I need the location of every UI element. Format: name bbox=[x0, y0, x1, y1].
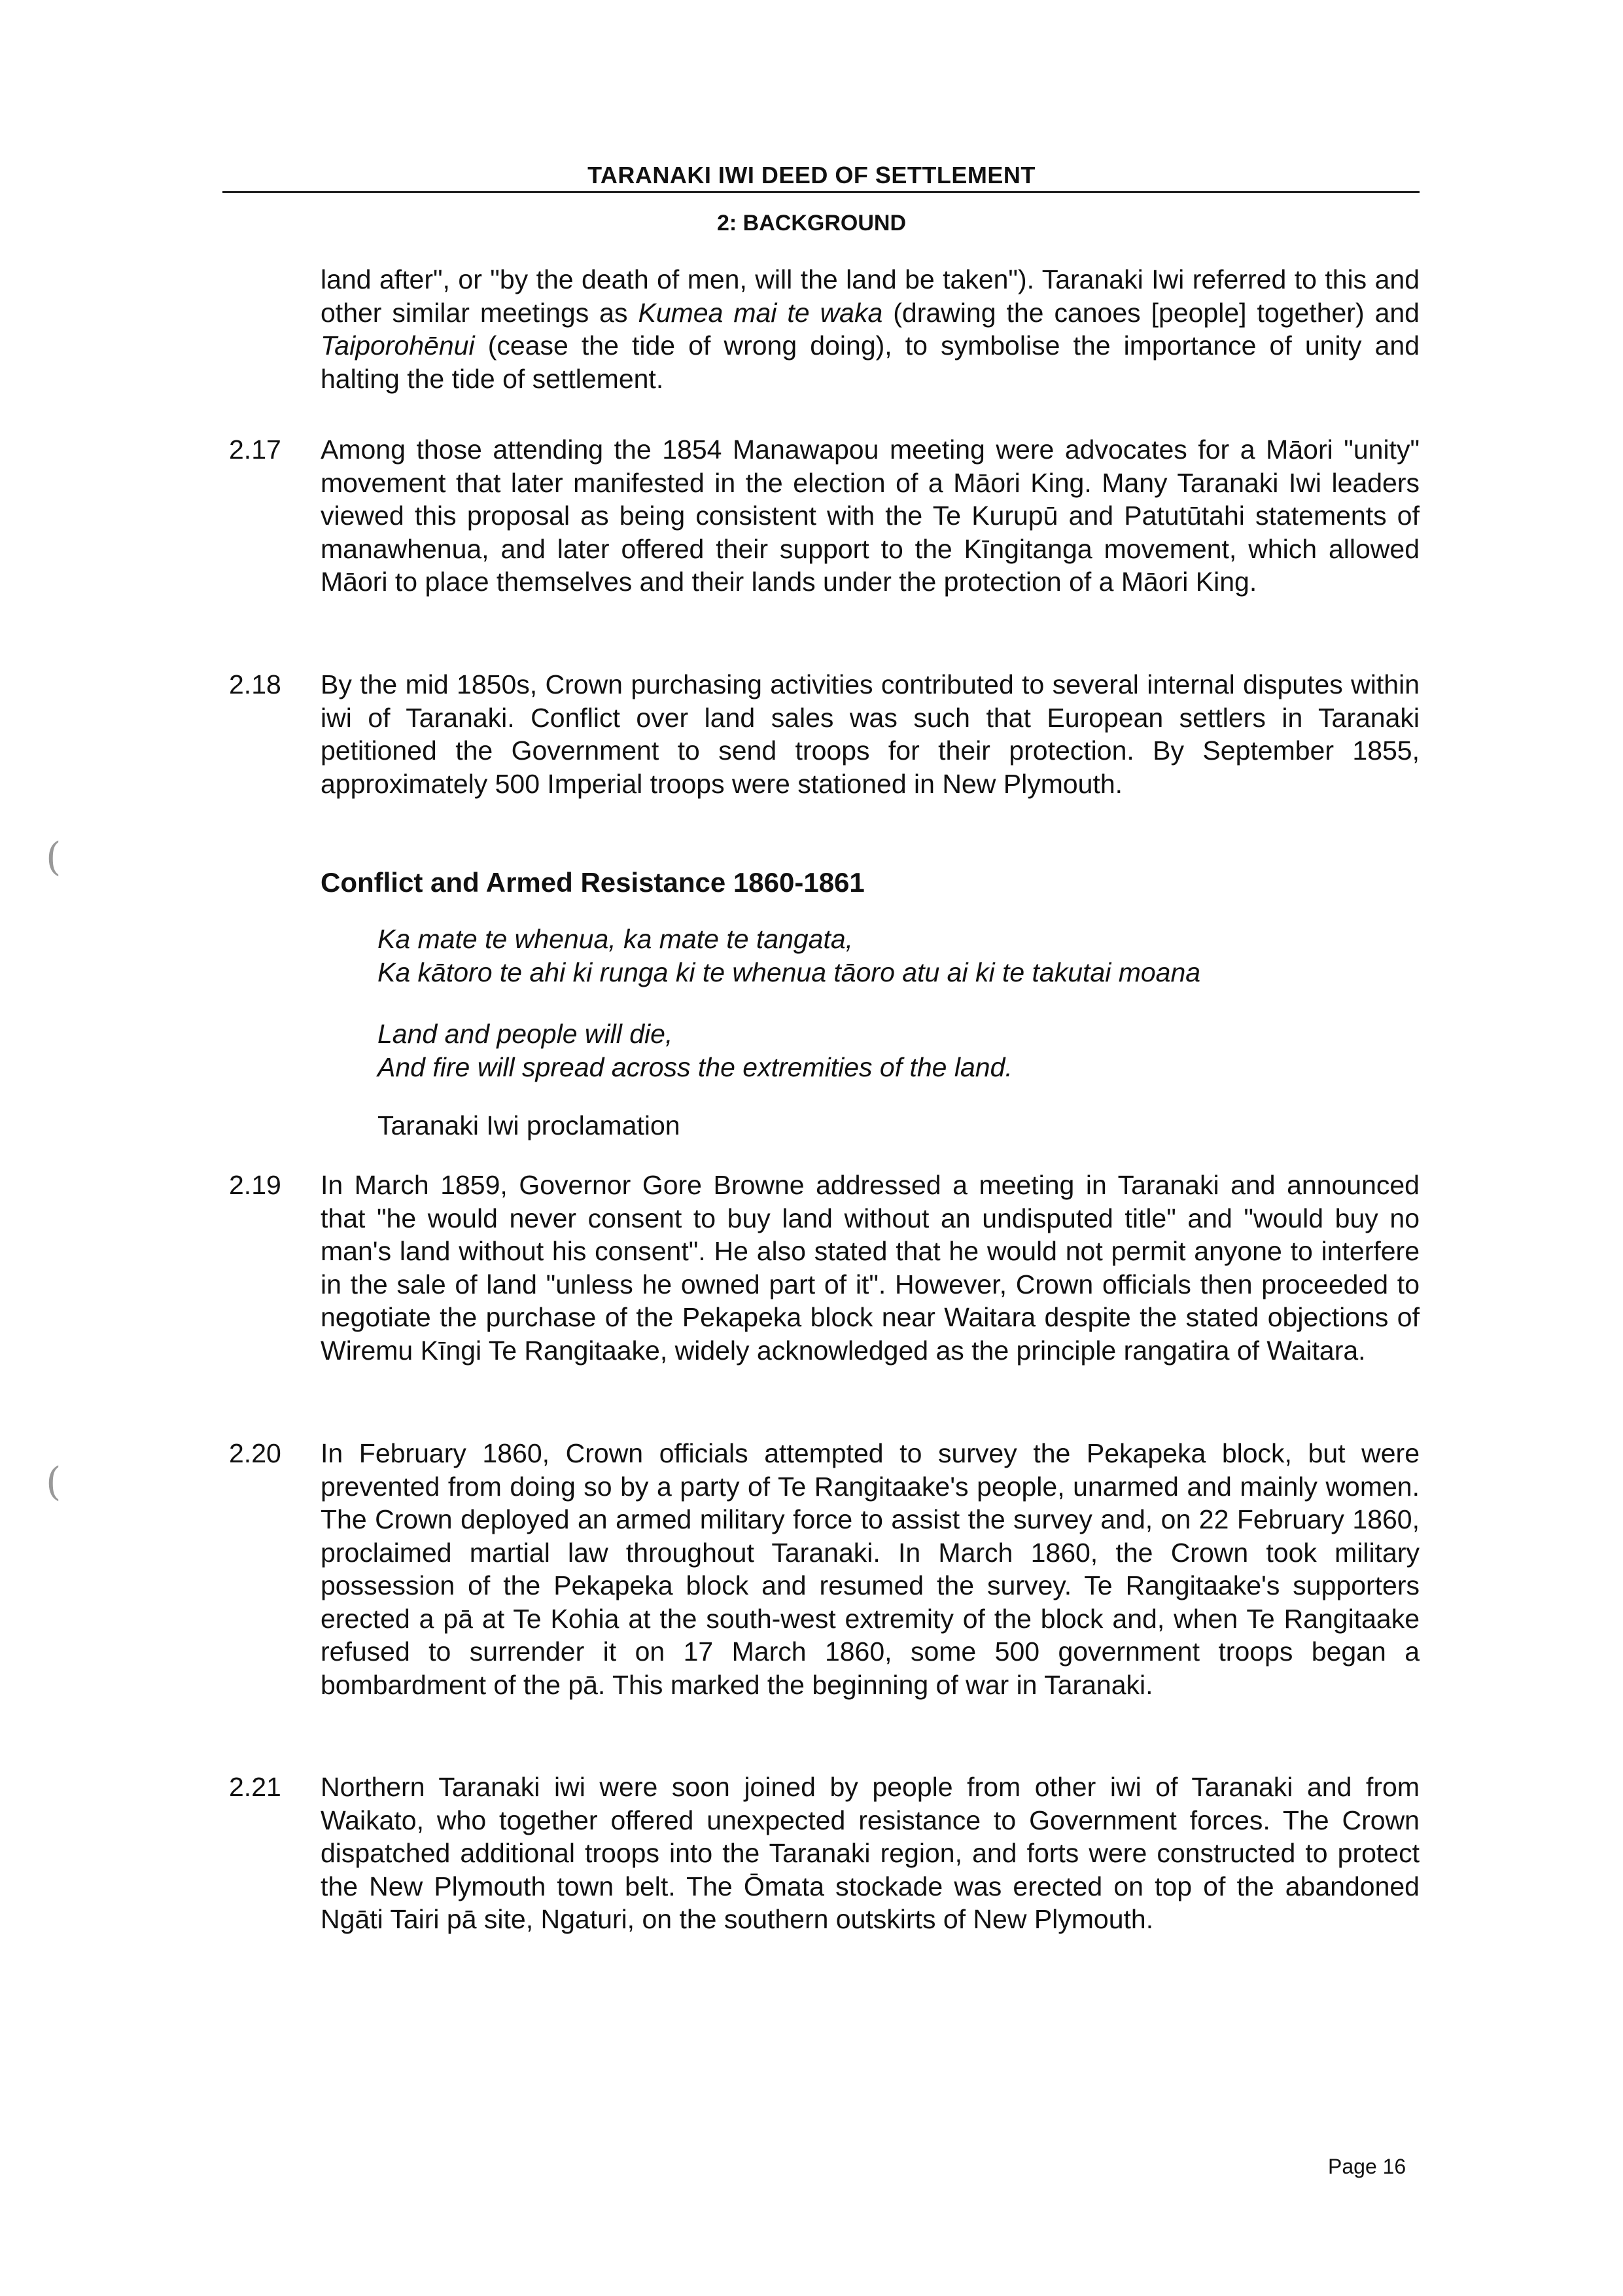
intro-text-3: (cease the tide of wrong doing), to symbolise the importance of unity and halting the tide of settlement. bbox=[321, 330, 1420, 394]
proclamation-english-line-2: And fire will spread across the extremities of the land. bbox=[377, 1051, 1013, 1082]
paragraph-2-18 bbox=[229, 668, 1420, 800]
intro-text-1: land after", or "by the death of men, will the land be taken"). Taranaki Iwi referred to this and other similar meetings as bbox=[321, 264, 1420, 328]
section-heading: Conflict and Armed Resistance 1860-1861 bbox=[321, 867, 865, 898]
paragraph-2-17 bbox=[229, 433, 1420, 599]
proclamation-maori-line-2: Ka kātoro te ahi ki runga ki te whenua tāoro atu ai ki te takutai moana bbox=[377, 957, 1201, 987]
document-title: TARANAKI IWI DEED OF SETTLEMENT bbox=[587, 162, 1036, 188]
scan-bracket-mark: ( bbox=[46, 1459, 61, 1505]
paragraph-number: 2.17 bbox=[229, 434, 281, 465]
intro-term-taiporohenui: Taiporohēnui bbox=[321, 330, 475, 361]
paragraph-text: In March 1859, Governor Gore Browne addressed a meeting in Taranaki and announced that "he would never consent to buy land without an undisputed title" and "would buy no man's land without his consent". He also stated that he would not permit anyone to interfere in the sale of land "unless he owned part of it". However, Crown officials then proceeded to negotiate the purchase of the Pekapeka block near Waitara despite the stated objections of Wiremu Kīngi Te Rangitaake, widely acknowledged as the principle rangatira of Waitara. bbox=[321, 1170, 1420, 1366]
paragraph-number: 2.19 bbox=[229, 1170, 281, 1200]
proclamation-maori-line-1: Ka mate te whenua, ka mate te tangata, bbox=[377, 924, 854, 954]
paragraph-number: 2.20 bbox=[229, 1438, 281, 1468]
intro-term-kumea: Kumea mai te waka bbox=[638, 297, 883, 328]
paragraph-text: Among those attending the 1854 Manawapou meeting were advocates for a Māori "unity" movement that later manifested in the election of a Māori King. Many Taranaki Iwi leaders viewed this proposal as being consistent with the Te Kurupū and Patutūtahi statements of manawhenua, and later offered their support to the Kīngitanga movement, which allowed Māori to place themselves and their lands under the protection of a Māori King. bbox=[321, 434, 1420, 597]
proclamation-maori bbox=[377, 923, 1411, 989]
scan-bracket-mark: ( bbox=[46, 834, 61, 880]
paragraph-number: 2.18 bbox=[229, 669, 281, 699]
paragraph-text: Northern Taranaki iwi were soon joined by people from other iwi of Taranaki and from Waikato, who together offered unexpected resistance to Government forces. The Crown dispatched additional troops into the Taranaki region, and forts were constructed to protect the New Plymouth town belt. The Ōmata stockade was erected on top of the abandoned Ngāti Tairi pā site, Ngaturi, on the southern outskirts of New Plymouth. bbox=[321, 1772, 1420, 1934]
proclamation-attribution: Taranaki Iwi proclamation bbox=[377, 1110, 680, 1140]
section-title: 2: BACKGROUND bbox=[717, 211, 906, 236]
paragraph-2-19 bbox=[229, 1169, 1420, 1367]
intro-text-2: (drawing the canoes [people] together) and bbox=[882, 297, 1420, 328]
proclamation-english-line-1: Land and people will die, bbox=[377, 1019, 673, 1049]
page-number: Page 16 bbox=[1328, 2155, 1406, 2178]
proclamation-english bbox=[377, 1017, 1411, 1084]
header-divider bbox=[222, 191, 1420, 193]
paragraph-number: 2.21 bbox=[229, 1772, 281, 1802]
paragraph-2-21 bbox=[229, 1771, 1420, 1936]
intro-paragraph bbox=[321, 263, 1420, 395]
paragraph-text: In February 1860, Crown officials attempted to survey the Pekapeka block, but were prevented from doing so by a party of Te Rangitaake's people, unarmed and mainly women. The Crown deployed an armed military force to assist the survey and, on 22 February 1860, proclaimed martial law throughout Taranaki. In March 1860, the Crown took military possession of the Pekapeka block and resumed the survey. Te Rangitaake's supporters erected a pā at Te Kohia at the south-west extremity of the block and, when Te Rangitaake refused to surrender it on 17 March 1860, some 500 government troops began a bombardment of the pā. This marked the beginning of war in Taranaki. bbox=[321, 1438, 1420, 1700]
paragraph-text: By the mid 1850s, Crown purchasing activities contributed to several internal disputes within iwi of Taranaki. Conflict over land sales was such that European settlers in Taranaki petitioned the Government to send troops for their protection. By September 1855, approximately 500 Imperial troops were stationed in New Plymouth. bbox=[321, 669, 1420, 799]
paragraph-2-20 bbox=[229, 1437, 1420, 1701]
